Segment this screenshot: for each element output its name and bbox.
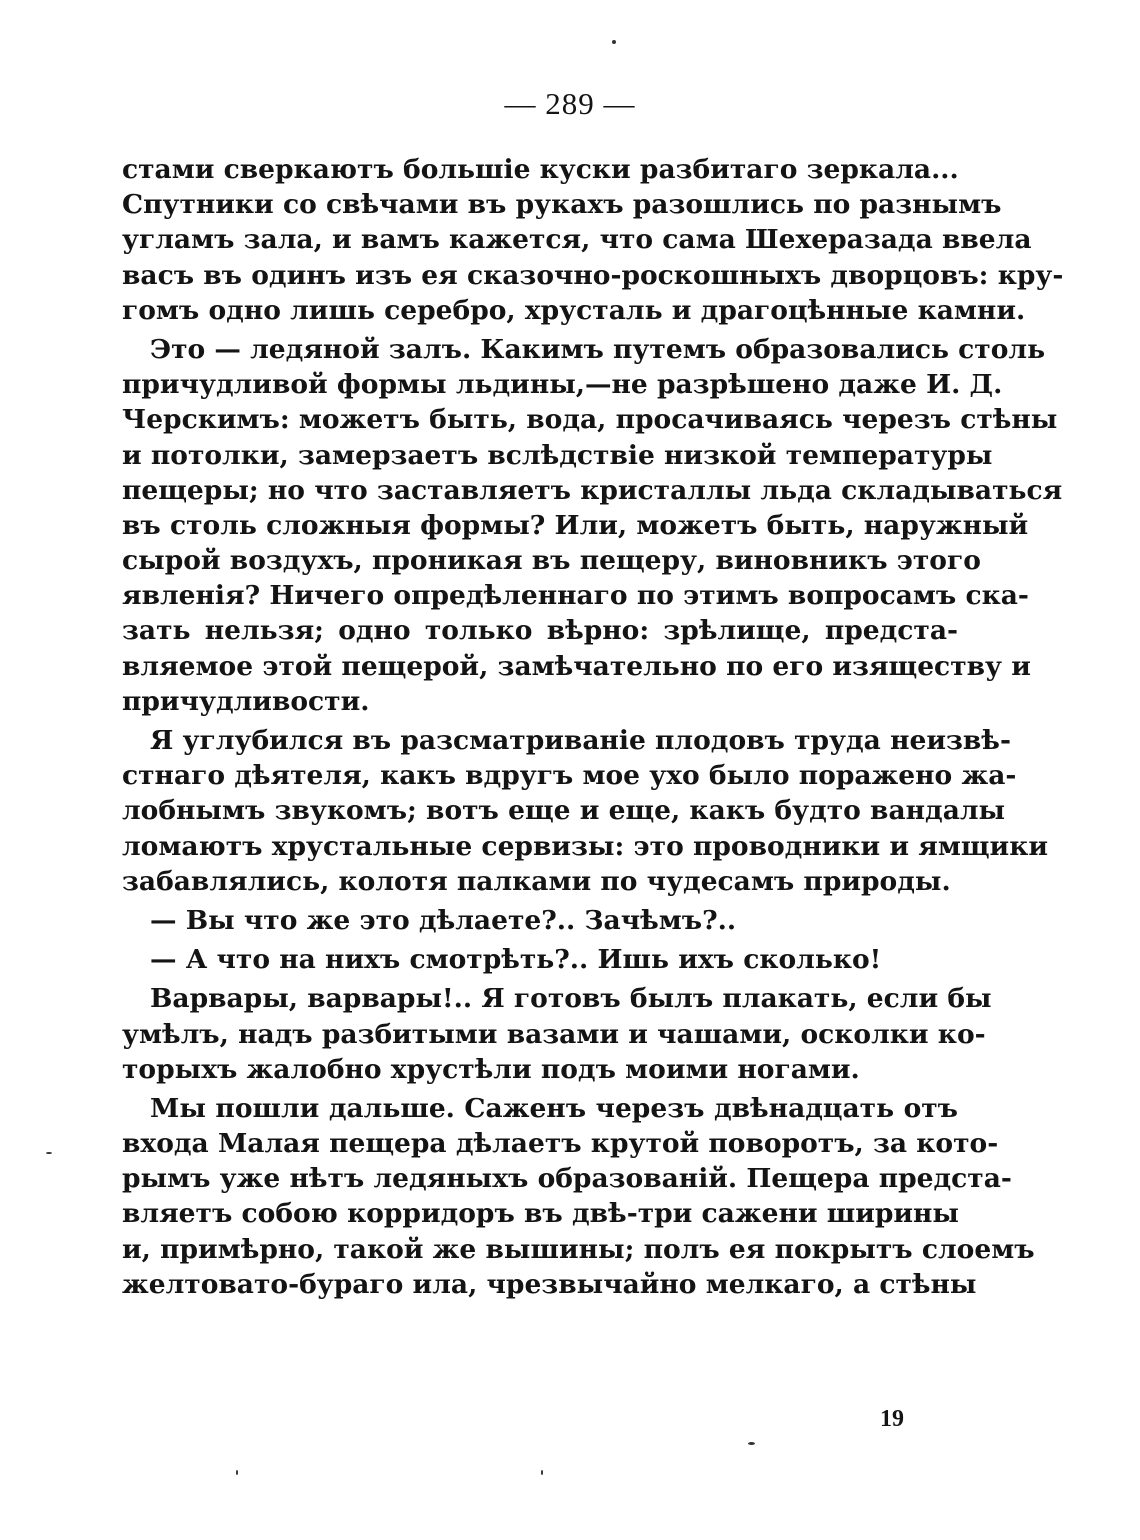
- text-line: умѣлъ, надъ разбитыми вазами и чашами, осколки ко-: [122, 1018, 986, 1050]
- text-line: Я углубился въ разсматриваніе плодовъ труда неизвѣ-: [150, 725, 1011, 756]
- text-line: причудливой формы льдины,—не разрѣшено даже И. Д.: [122, 369, 1003, 401]
- scan-speck: [236, 1470, 238, 1475]
- text-line: вляемое этой пещерой, замѣчательно по его изяществу и: [122, 650, 1031, 682]
- text-line: стнаго дѣятеля, какъ вдругъ мое ухо было поражено жа-: [122, 760, 1017, 792]
- text-line: пещеры; но что заставляетъ кристаллы льда складываться: [122, 474, 1063, 506]
- text-line: ломаютъ хрустальные сервизы: это проводники и ямщики: [122, 830, 1048, 862]
- text-line: причудливости.: [122, 685, 370, 717]
- text-line: — Вы что же это дѣлаете?.. Зачѣмъ?..: [150, 904, 737, 936]
- text-line: зать нельзя; одно только вѣрно: зрѣлище, предста-: [122, 615, 958, 647]
- text-line: рымъ уже нѣтъ ледяныхъ образованій. Пещера предста-: [122, 1163, 1012, 1195]
- body-text: [122, 152, 1064, 1302]
- text-line: лобнымъ звукомъ; вотъ еще и еще, какъ будто вандалы: [122, 795, 1006, 827]
- text-line: сырой воздухъ, проникая въ пещеру, виновникъ этого: [122, 545, 981, 577]
- text-line: Мы пошли дальше. Саженъ черезъ двѣнадцать отъ: [150, 1092, 958, 1124]
- text-line: торыхъ жалобно хрустѣли подъ моими ногами.: [122, 1053, 860, 1085]
- scan-speck: [46, 1152, 52, 1154]
- text-line: забавлялись, колотя палками по чудесамъ природы.: [122, 865, 951, 897]
- text-line: васъ въ одинъ изъ ея сказочно-роскошныхъ дворцовъ: кру-: [122, 259, 1064, 291]
- text-line: желтовато-бураго ила, чрезвычайно мелкаго, а стѣны: [122, 1268, 977, 1300]
- text-line: явленія? Ничего опредѣленнаго по этимъ вопросамъ ска-: [122, 580, 1029, 612]
- page-number: — 289 —: [504, 86, 636, 121]
- text-line: Спутники со свѣчами въ рукахъ разошлись по разнымъ: [122, 189, 1002, 221]
- text-line: и потолки, замерзаетъ вслѣдствіе низкой температуры: [122, 439, 993, 471]
- text-line: Черскимъ: можетъ быть, вода, просачиваясь черезъ стѣны: [122, 404, 1058, 436]
- text-line: входа Малая пещера дѣлаетъ крутой поворотъ, за кото-: [122, 1128, 999, 1160]
- text-line: Это — ледяной залъ. Какимъ путемъ образовались столь: [150, 333, 1046, 365]
- scan-speck: [748, 1442, 755, 1445]
- text-line: угламъ зала, и вамъ кажется, что сама Шехеразада ввела: [122, 224, 1032, 256]
- text-line: въ столь сложныя формы? Или, можетъ быть, наружный: [122, 509, 1029, 541]
- text-line: стами сверкаютъ большіе куски разбитаго зеркала...: [122, 154, 959, 185]
- text-line: — А что на нихъ смотрѣть?.. Ишь ихъ сколько!: [150, 944, 882, 976]
- scan-speck: [541, 1470, 543, 1475]
- text-line: гомъ одно лишь серебро, хрусталь и драгоцѣнные камни.: [122, 294, 1026, 326]
- text-line: вляетъ собою корридоръ въ двѣ-три сажени ширины: [122, 1198, 960, 1230]
- text-line: Варвары, варвары!.. Я готовъ былъ плакать, если бы: [150, 983, 992, 1015]
- signature-mark: 19: [880, 1406, 904, 1432]
- text-line: и, примѣрно, такой же вышины; полъ ея покрытъ слоемъ: [122, 1233, 1035, 1265]
- scan-speck: [612, 40, 616, 44]
